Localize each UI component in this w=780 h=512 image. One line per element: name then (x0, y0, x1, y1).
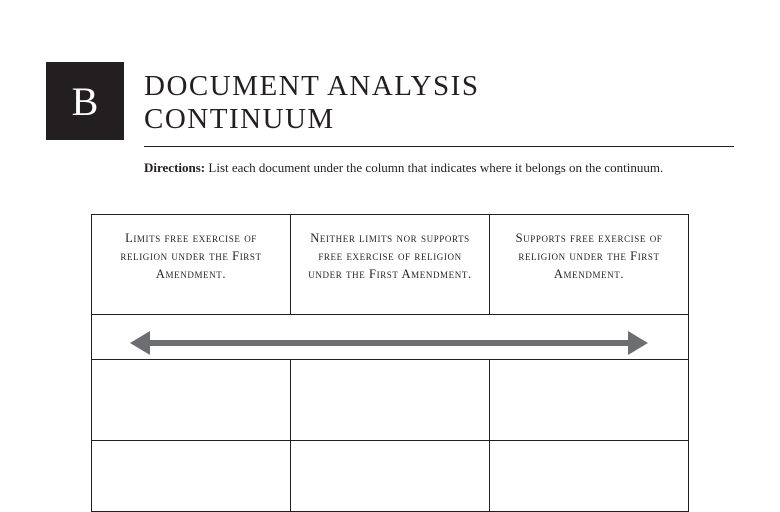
answer-row-2 (92, 441, 689, 512)
directions-text: List each document under the column that indicates where it belongs on the continuum. (208, 160, 664, 175)
column-header-limits-text: Limits free exercise of religion under the First Amendment. (120, 231, 262, 281)
continuum-table (91, 214, 689, 512)
title-line-2: CONTINUUM (144, 103, 335, 135)
column-header-supports-text: Supports free exercise of religion under the First Amendment. (515, 231, 663, 281)
column-header-supports (490, 215, 689, 315)
section-badge (46, 62, 124, 140)
column-header-limits (92, 215, 291, 315)
page-title (144, 70, 664, 136)
section-letter: B (71, 78, 99, 124)
arrow-head-left (130, 331, 150, 355)
directions (144, 158, 704, 177)
column-header-neither-text: Neither limits nor supports free exercise of religion under the First Amendment. (308, 231, 472, 281)
answer-cell-neither[interactable] (291, 441, 490, 512)
title-divider (144, 146, 734, 147)
answer-cell-limits[interactable] (92, 441, 291, 512)
arrow-row (92, 315, 689, 360)
arrow-head-right (628, 331, 648, 355)
answer-cell-limits[interactable] (92, 360, 291, 441)
column-header-neither (291, 215, 490, 315)
title-line-1: DOCUMENT ANALYSIS (144, 70, 480, 102)
double-arrow-icon (92, 315, 688, 359)
answer-cell-supports[interactable] (490, 441, 689, 512)
answer-cell-neither[interactable] (291, 360, 490, 441)
directions-label: Directions: (144, 160, 206, 175)
answer-cell-supports[interactable] (490, 360, 689, 441)
answer-row-1 (92, 360, 689, 441)
header-row (92, 215, 689, 315)
continuum-arrow-cell (92, 315, 689, 360)
